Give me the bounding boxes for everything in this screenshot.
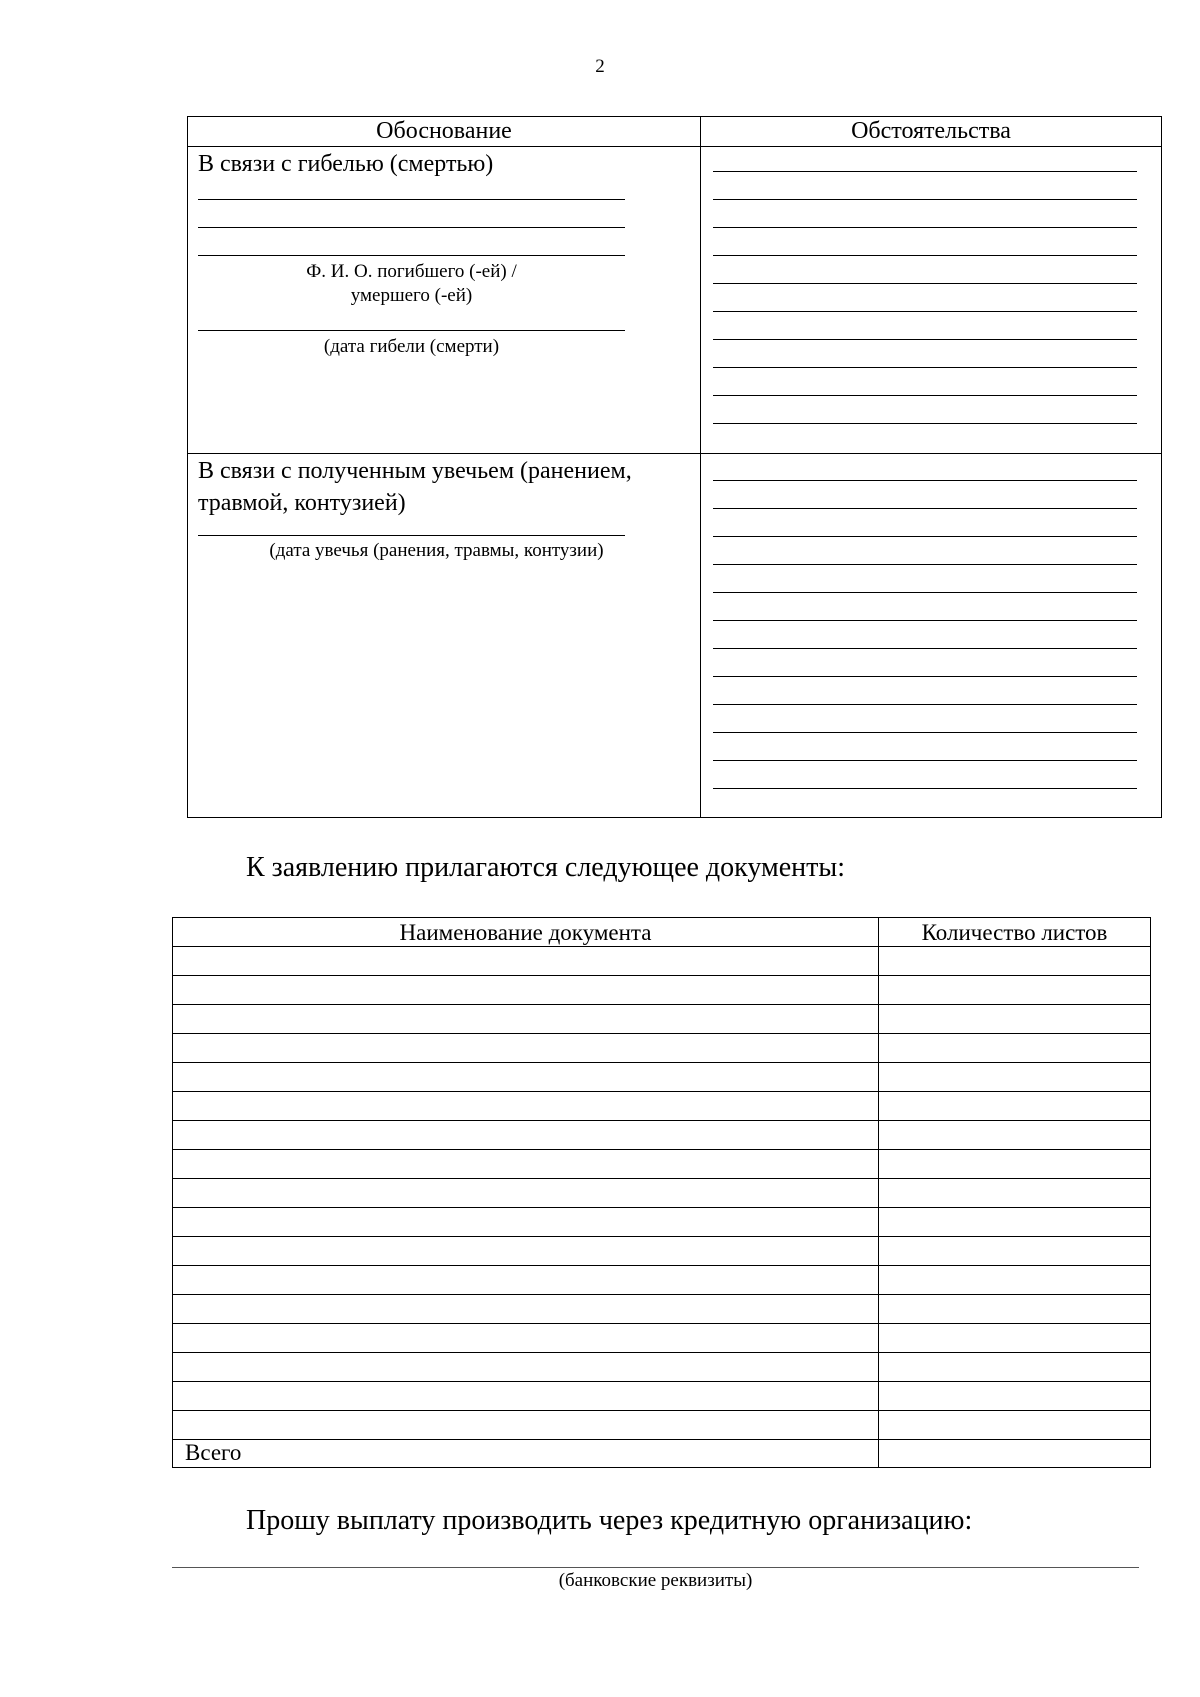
column-divider (700, 117, 701, 817)
circumstance-line[interactable] (713, 732, 1137, 733)
column-divider (878, 918, 879, 1467)
table-row[interactable] (173, 1265, 1150, 1266)
injury-date-caption: (дата увечья (ранения, травмы, контузии) (269, 540, 604, 561)
injury-reason-title-line1: В связи с полученным увечьем (ранением, (198, 458, 632, 484)
table-row[interactable] (173, 1091, 1150, 1092)
table-row[interactable] (173, 1294, 1150, 1295)
circumstance-line[interactable] (713, 648, 1137, 649)
header-grounds: Обоснование (376, 118, 512, 144)
circumstance-line[interactable] (713, 536, 1137, 537)
circumstance-line[interactable] (713, 788, 1137, 789)
table-row[interactable] (173, 975, 1150, 976)
total-label: Всего (185, 1440, 242, 1465)
death-date-caption: (дата гибели (смерти) (323, 336, 500, 357)
circumstance-line[interactable] (713, 423, 1137, 424)
payment-request: Прошу выплату производить через кредитную организацию: (246, 1505, 973, 1536)
table-row[interactable] (173, 1207, 1150, 1208)
attachments-intro: К заявлению прилагаются следующее документы: (246, 852, 845, 883)
table-row[interactable] (173, 1352, 1150, 1353)
table-row[interactable] (173, 1410, 1150, 1411)
circumstance-line[interactable] (713, 592, 1137, 593)
circumstance-line[interactable] (713, 676, 1137, 677)
table-row[interactable] (173, 1381, 1150, 1382)
circumstance-line[interactable] (713, 227, 1137, 228)
header-divider (188, 146, 1161, 147)
name-caption-line1: Ф. И. О. погибшего (-ей) / (306, 261, 517, 282)
table-row[interactable] (173, 1323, 1150, 1324)
header-circumstances: Обстоятельства (851, 118, 1011, 144)
table-row[interactable] (173, 1178, 1150, 1179)
death-reason-title: В связи с гибелью (смертью) (198, 151, 494, 177)
section-divider (188, 453, 1161, 454)
circumstance-line[interactable] (713, 564, 1137, 565)
table-row[interactable] (173, 1236, 1150, 1237)
table-row[interactable] (173, 1439, 1150, 1440)
table-row[interactable] (173, 1062, 1150, 1063)
page-number: 2 (595, 56, 605, 77)
circumstance-line[interactable] (713, 339, 1137, 340)
bank-details-fill-line[interactable] (172, 1567, 1139, 1568)
bank-details-caption: (банковские реквизиты) (558, 1570, 753, 1591)
table-row[interactable] (173, 1004, 1150, 1005)
circumstance-line[interactable] (713, 480, 1137, 481)
table-row[interactable] (173, 1033, 1150, 1034)
death-date-fill-line[interactable] (198, 330, 625, 331)
injury-reason-title-line2: травмой, контузией) (198, 490, 406, 516)
attachments-table (172, 917, 1151, 1468)
name-caption-line2: умершего (-ей) (350, 285, 473, 306)
injury-date-fill-line[interactable] (198, 535, 625, 536)
name-fill-line[interactable] (198, 227, 625, 228)
circumstance-line[interactable] (713, 283, 1137, 284)
circumstance-line[interactable] (713, 760, 1137, 761)
name-fill-line[interactable] (198, 255, 625, 256)
circumstance-line[interactable] (713, 171, 1137, 172)
grounds-table (187, 116, 1162, 818)
table-row[interactable] (173, 946, 1150, 947)
circumstance-line[interactable] (713, 199, 1137, 200)
circumstance-line[interactable] (713, 620, 1137, 621)
circumstance-line[interactable] (713, 704, 1137, 705)
header-document-name: Наименование документа (399, 920, 652, 945)
table-row[interactable] (173, 1149, 1150, 1150)
name-fill-line[interactable] (198, 199, 625, 200)
circumstance-line[interactable] (713, 508, 1137, 509)
table-row[interactable] (173, 1120, 1150, 1121)
circumstance-line[interactable] (713, 311, 1137, 312)
circumstance-line[interactable] (713, 255, 1137, 256)
circumstance-line[interactable] (713, 395, 1137, 396)
header-sheet-count: Количество листов (921, 920, 1108, 945)
circumstance-line[interactable] (713, 367, 1137, 368)
